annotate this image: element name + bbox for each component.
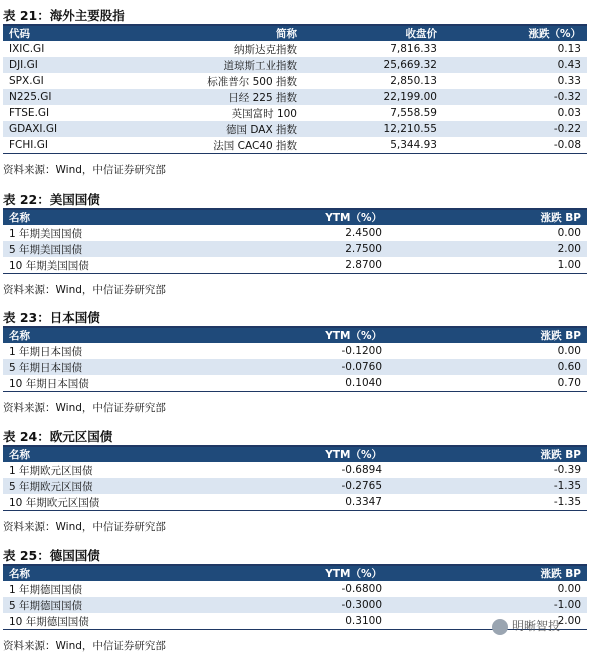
cell-close: 25,669.32 [303,57,443,73]
cell-change: 0.43 [443,57,587,73]
cell-ytm: -0.0760 [263,359,388,375]
table-row [3,241,587,257]
cell-change-bp: -1.35 [388,478,587,494]
cell-ytm: 0.1040 [263,375,388,392]
cell-code: FCHI.GI [3,137,113,154]
header-ytm: YTM（%） [263,447,388,462]
cell-code: IXIC.GI [9,43,45,55]
table-row [3,89,587,105]
cell-change: -0.22 [443,121,587,137]
cell-name: 10 年期德国国债 [3,613,263,630]
cell-name: 英国富时 100 [231,107,297,120]
cell-change: 0.33 [557,75,581,87]
cell-name: 1 年期欧元区国债 [9,464,93,477]
cell-name: 10 年期欧元区国债 [3,494,263,511]
table-header-row [3,328,587,343]
table-title: 表 25：德国国债 [3,548,100,563]
cell-close: 7,558.59 [390,107,437,119]
cell-change-bp: -1.35 [388,494,587,511]
cell-change-bp: 0.00 [557,227,581,239]
cell-change-bp: 0.70 [388,375,587,392]
cell-code: SPX.GI [9,75,44,87]
cell-code: GDAXI.GI [3,121,113,137]
cell-ytm: 2.8700 [263,257,388,274]
cell-ytm: 2.7500 [263,241,388,257]
table-row [3,73,587,89]
cell-ytm: 2.4500 [345,227,382,239]
cell-name: 道琼斯工业指数 [113,57,303,73]
table-row [3,225,587,241]
cell-name: 10 年期日本国债 [3,375,263,392]
watermark [492,617,560,635]
table-row [3,494,587,511]
cell-ytm: 0.3100 [263,613,388,630]
cell-change-bp: 2.00 [388,613,587,630]
table-title: 表 21：海外主要股指 [3,8,125,23]
cell-change: 0.13 [557,43,581,55]
cell-name: 标准普尔 500 指数 [207,75,297,88]
header-close: 收盘价 [303,26,443,41]
watermark-text: 明晰智投 [512,619,561,633]
cell-name: 5 年期欧元区国债 [3,478,263,494]
cell-name: 1 年期德国国债 [9,583,83,596]
header-change-bp: 涨跌 BP [388,328,587,343]
cell-change-bp: -0.39 [553,464,581,476]
header-change-bp: 涨跌 BP [388,447,587,462]
table-row [3,343,587,359]
header-change-bp: 涨跌 BP [388,566,587,581]
cell-code: FTSE.GI [9,107,50,119]
cell-change: -0.32 [443,89,587,105]
japan-bond-table [3,328,587,392]
table-header-row [3,447,587,462]
table-row [3,137,587,154]
cell-ytm: -0.2765 [263,478,388,494]
table-row [3,597,587,613]
cell-code: DJI.GI [3,57,113,73]
cell-close: 5,344.93 [303,137,443,154]
header-name: 名称 [3,328,263,343]
header-code: 代码 [3,26,113,41]
cell-ytm: -0.3000 [263,597,388,613]
header-change: 涨跌（%） [443,26,587,41]
header-change-bp: 涨跌 BP [388,210,587,225]
cell-change-bp: 1.00 [388,257,587,274]
table-title: 表 22：美国国债 [3,192,100,207]
cell-ytm: -0.6800 [341,583,382,595]
cell-ytm: 0.3347 [263,494,388,511]
header-name: 名称 [3,210,263,225]
cell-close: 12,210.55 [303,121,443,137]
table-title: 表 24：欧元区国债 [3,429,113,444]
table-row [3,121,587,137]
cell-name: 5 年期德国国债 [3,597,263,613]
table-row [3,581,587,597]
us-treasury-table [3,210,587,274]
header-name: 简称 [113,26,303,41]
cell-change-bp: 0.00 [557,345,581,357]
cell-close: 22,199.00 [303,89,443,105]
cell-name: 日经 225 指数 [113,89,303,105]
table-source: 资料来源：Wind，中信证券研究部 [3,640,166,652]
cell-close: 7,816.33 [390,43,437,55]
table-header-row [3,210,587,225]
cell-name: 纳斯达克指数 [234,43,297,56]
table-row [3,57,587,73]
cell-name: 5 年期日本国债 [3,359,263,375]
cell-code: N225.GI [3,89,113,105]
cell-change-bp: 2.00 [388,241,587,257]
table-row [3,257,587,274]
table-title: 表 23：日本国债 [3,310,100,325]
cell-change-bp: 0.60 [388,359,587,375]
eurozone-bond-table [3,447,587,511]
cell-change: -0.08 [443,137,587,154]
cell-ytm: -0.6894 [341,464,382,476]
header-ytm: YTM（%） [263,566,388,581]
header-ytm: YTM（%） [263,328,388,343]
table-source: 资料来源：Wind，中信证券研究部 [3,284,166,296]
table-row [3,478,587,494]
table-source: 资料来源：Wind，中信证券研究部 [3,164,166,176]
header-name: 名称 [3,566,263,581]
cell-name: 1 年期美国国债 [9,227,83,240]
header-name: 名称 [3,447,263,462]
table-source: 资料来源：Wind，中信证券研究部 [3,402,166,414]
cell-name: 1 年期日本国债 [9,345,83,358]
cell-name: 德国 DAX 指数 [113,121,303,137]
cell-change: 0.03 [557,107,581,119]
cell-name: 10 年期美国国债 [3,257,263,274]
cell-change-bp: 0.00 [557,583,581,595]
table-source: 资料来源：Wind，中信证券研究部 [3,521,166,533]
header-ytm: YTM（%） [263,210,388,225]
table-row [3,41,587,57]
wechat-icon [492,619,508,635]
cell-ytm: -0.1200 [341,345,382,357]
table-header-row [3,26,587,41]
table-row [3,105,587,121]
cell-change-bp: -1.00 [388,597,587,613]
cell-close: 2,850.13 [390,75,437,87]
cell-name: 法国 CAC40 指数 [113,137,303,154]
stock-index-table [3,26,587,154]
table-row [3,462,587,478]
table-row [3,375,587,392]
table-header-row [3,566,587,581]
table-row [3,359,587,375]
cell-name: 5 年期美国国债 [3,241,263,257]
